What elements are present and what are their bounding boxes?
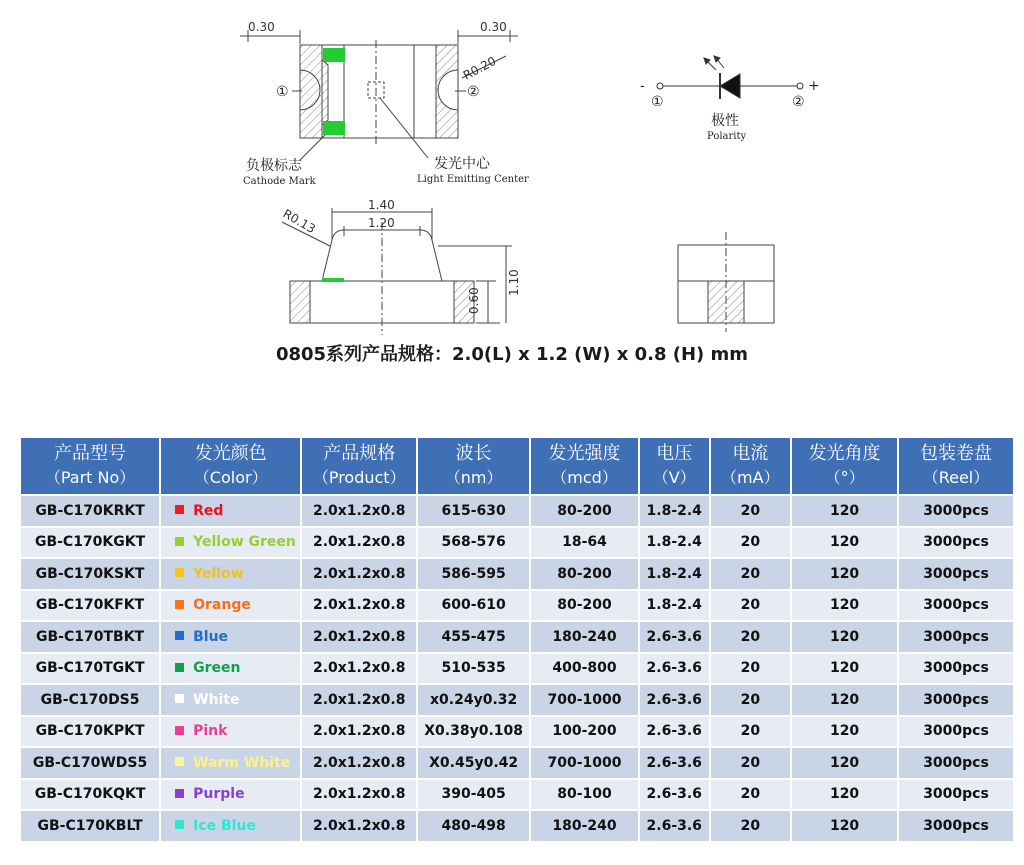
- table-row: [21, 717, 1013, 747]
- product-cell: 2.0x1.2x0.8: [302, 559, 416, 589]
- color-swatch: [175, 820, 184, 829]
- intensity-cell: 100-200: [531, 717, 638, 747]
- polarity-pin1: ①: [651, 94, 664, 110]
- angle-cell: 120: [792, 811, 897, 841]
- wavelength-cell: 615-630: [418, 496, 529, 526]
- polarity-pin2: ②: [792, 94, 805, 110]
- cathode-en: Cathode Mark: [243, 176, 316, 187]
- table-row: [21, 622, 1013, 652]
- color-cell: [161, 717, 300, 747]
- product-cell: 2.0x1.2x0.8: [302, 748, 416, 778]
- wavelength-cell: X0.38y0.108: [418, 717, 529, 747]
- voltage-cell: 1.8-2.4: [640, 591, 709, 621]
- intensity-cell: 80-200: [531, 559, 638, 589]
- angle-cell: 120: [792, 780, 897, 810]
- color-name: Yellow Green: [193, 534, 296, 551]
- current-cell: 20: [711, 748, 791, 778]
- wavelength-cell: 586-595: [418, 559, 529, 589]
- color-swatch: [175, 726, 184, 735]
- current-cell: 20: [711, 622, 791, 652]
- end-view: [678, 232, 774, 332]
- color-swatch: [175, 631, 184, 640]
- color-name: Purple: [193, 786, 245, 803]
- color-cell: [161, 528, 300, 558]
- angle-cell: 120: [792, 748, 897, 778]
- dim-060: 0.60: [467, 287, 481, 314]
- wavelength-cell: 480-498: [418, 811, 529, 841]
- current-cell: 20: [711, 528, 791, 558]
- header-product: 产品规格 （Product）: [302, 438, 416, 494]
- color-name: Green: [193, 660, 241, 677]
- voltage-cell: 2.6-3.6: [640, 685, 709, 715]
- voltage-cell: 1.8-2.4: [640, 559, 709, 589]
- dim-right: 0.30: [480, 20, 507, 34]
- side-cathode-mark: [322, 278, 344, 282]
- color-swatch: [175, 600, 184, 609]
- table-row: [21, 496, 1013, 526]
- intensity-cell: 180-240: [531, 622, 638, 652]
- part-no-cell: GB-C170KRKT: [21, 496, 159, 526]
- table-row: [21, 748, 1013, 778]
- reel-cell: 3000pcs: [899, 685, 1013, 715]
- current-cell: 20: [711, 685, 791, 715]
- table-row: [21, 811, 1013, 841]
- wavelength-cell: 510-535: [418, 654, 529, 684]
- emit-en: Light Emitting Center: [417, 174, 529, 185]
- color-cell: [161, 622, 300, 652]
- product-cell: 2.0x1.2x0.8: [302, 528, 416, 558]
- product-cell: 2.0x1.2x0.8: [302, 591, 416, 621]
- reel-cell: 3000pcs: [899, 496, 1013, 526]
- angle-cell: 120: [792, 591, 897, 621]
- part-no-cell: GB-C170WDS5: [21, 748, 159, 778]
- table-row: [21, 654, 1013, 684]
- current-cell: 20: [711, 717, 791, 747]
- angle-cell: 120: [792, 717, 897, 747]
- color-name: Yellow: [193, 565, 244, 582]
- color-cell: [161, 559, 300, 589]
- reel-cell: 3000pcs: [899, 717, 1013, 747]
- header-current: 电流 （mA）: [711, 438, 791, 494]
- header-color: 发光颜色 （Color）: [161, 438, 300, 494]
- angle-cell: 120: [792, 654, 897, 684]
- wavelength-cell: X0.45y0.42: [418, 748, 529, 778]
- part-no-cell: GB-C170KFKT: [21, 591, 159, 621]
- side-view: [282, 208, 512, 335]
- header-voltage: 电压 （V）: [640, 438, 709, 494]
- reel-cell: 3000pcs: [899, 780, 1013, 810]
- part-no-cell: GB-C170KPKT: [21, 717, 159, 747]
- wavelength-cell: 600-610: [418, 591, 529, 621]
- reel-cell: 3000pcs: [899, 748, 1013, 778]
- wavelength-cell: 390-405: [418, 780, 529, 810]
- product-cell: 2.0x1.2x0.8: [302, 685, 416, 715]
- part-no-cell: GB-C170KQKT: [21, 780, 159, 810]
- reel-cell: 3000pcs: [899, 559, 1013, 589]
- part-no-cell: GB-C170DS5: [21, 685, 159, 715]
- header-reel: 包装卷盘 （Reel）: [899, 438, 1013, 494]
- reel-cell: 3000pcs: [899, 654, 1013, 684]
- color-swatch: [175, 663, 184, 672]
- voltage-cell: 2.6-3.6: [640, 811, 709, 841]
- intensity-cell: 180-240: [531, 811, 638, 841]
- current-cell: 20: [711, 496, 791, 526]
- cathode-mark-top: [323, 48, 345, 62]
- angle-cell: 120: [792, 622, 897, 652]
- angle-cell: 120: [792, 528, 897, 558]
- color-cell: [161, 748, 300, 778]
- radius-side: R0.13: [280, 206, 318, 237]
- color-cell: [161, 654, 300, 684]
- color-name: Warm White: [193, 754, 291, 771]
- cathode-zh: 负极标志: [246, 158, 302, 174]
- angle-cell: 120: [792, 496, 897, 526]
- color-name: Red: [193, 502, 224, 519]
- product-cell: 2.0x1.2x0.8: [302, 496, 416, 526]
- table-row: [21, 559, 1013, 589]
- color-cell: [161, 685, 300, 715]
- intensity-cell: 400-800: [531, 654, 638, 684]
- product-cell: 2.0x1.2x0.8: [302, 717, 416, 747]
- color-cell: [161, 496, 300, 526]
- header-intensity: 发光强度 （mcd）: [531, 438, 638, 494]
- reel-cell: 3000pcs: [899, 622, 1013, 652]
- color-swatch: [175, 568, 184, 577]
- header-part-no: 产品型号 （Part No）: [21, 438, 159, 494]
- product-cell: 2.0x1.2x0.8: [302, 780, 416, 810]
- voltage-cell: 2.6-3.6: [640, 717, 709, 747]
- voltage-cell: 1.8-2.4: [640, 496, 709, 526]
- spec-table: [19, 436, 1015, 843]
- dim-110: 1.10: [507, 269, 521, 296]
- header-angle: 发光角度 （°）: [792, 438, 897, 494]
- part-no-cell: GB-C170KGKT: [21, 528, 159, 558]
- led-drawing: [0, 0, 1024, 380]
- color-swatch: [175, 757, 184, 766]
- intensity-cell: 80-200: [531, 591, 638, 621]
- page-title: 0805系列产品规格：2.0(L) x 1.2 (W) x 0.8 (H) mm: [275, 344, 749, 365]
- product-cell: 2.0x1.2x0.8: [302, 811, 416, 841]
- voltage-cell: 2.6-3.6: [640, 748, 709, 778]
- current-cell: 20: [711, 780, 791, 810]
- intensity-cell: 18-64: [531, 528, 638, 558]
- color-swatch: [175, 694, 184, 703]
- angle-cell: 120: [792, 559, 897, 589]
- cathode-mark-bottom: [323, 121, 345, 135]
- polarity-minus: -: [640, 78, 645, 94]
- reel-cell: 3000pcs: [899, 591, 1013, 621]
- radius-top: R0.20: [460, 53, 499, 83]
- table-row: [21, 528, 1013, 558]
- dim-140: 1.40: [368, 198, 395, 212]
- pin2-label: ②: [467, 84, 480, 100]
- color-name: White: [193, 691, 240, 708]
- pin1-label: ①: [276, 84, 289, 100]
- color-name: Orange: [193, 597, 251, 614]
- polarity-plus: +: [808, 78, 820, 94]
- wavelength-cell: x0.24y0.32: [418, 685, 529, 715]
- header-wavelength: 波长 （nm）: [418, 438, 529, 494]
- color-name: Pink: [193, 723, 228, 740]
- table-row: [21, 591, 1013, 621]
- dim-left: 0.30: [248, 20, 275, 34]
- part-no-cell: GB-C170TBKT: [21, 622, 159, 652]
- current-cell: 20: [711, 811, 791, 841]
- emit-zh: 发光中心: [434, 156, 490, 172]
- table-row: [21, 780, 1013, 810]
- intensity-cell: 700-1000: [531, 685, 638, 715]
- part-no-cell: GB-C170KSKT: [21, 559, 159, 589]
- color-name: Blue: [193, 628, 229, 645]
- table-row: [21, 685, 1013, 715]
- color-name: Ice Blue: [193, 817, 256, 834]
- color-swatch: [175, 789, 184, 798]
- voltage-cell: 2.6-3.6: [640, 654, 709, 684]
- product-cell: 2.0x1.2x0.8: [302, 622, 416, 652]
- current-cell: 20: [711, 654, 791, 684]
- color-cell: [161, 780, 300, 810]
- voltage-cell: 2.6-3.6: [640, 780, 709, 810]
- intensity-cell: 80-200: [531, 496, 638, 526]
- reel-cell: 3000pcs: [899, 811, 1013, 841]
- current-cell: 20: [711, 559, 791, 589]
- color-cell: [161, 591, 300, 621]
- angle-cell: 120: [792, 685, 897, 715]
- intensity-cell: 80-100: [531, 780, 638, 810]
- color-swatch: [175, 505, 184, 514]
- dim-120: 1.20: [368, 216, 395, 230]
- current-cell: 20: [711, 591, 791, 621]
- table-header-row: [21, 438, 1013, 494]
- reel-cell: 3000pcs: [899, 528, 1013, 558]
- part-no-cell: GB-C170TGKT: [21, 654, 159, 684]
- product-cell: 2.0x1.2x0.8: [302, 654, 416, 684]
- color-cell: [161, 811, 300, 841]
- polarity-zh: 极性: [711, 113, 739, 129]
- wavelength-cell: 568-576: [418, 528, 529, 558]
- intensity-cell: 700-1000: [531, 748, 638, 778]
- part-no-cell: GB-C170KBLT: [21, 811, 159, 841]
- color-swatch: [175, 537, 184, 546]
- wavelength-cell: 455-475: [418, 622, 529, 652]
- polarity-symbol: [657, 56, 803, 99]
- polarity-en: Polarity: [707, 131, 747, 142]
- voltage-cell: 2.6-3.6: [640, 622, 709, 652]
- voltage-cell: 1.8-2.4: [640, 528, 709, 558]
